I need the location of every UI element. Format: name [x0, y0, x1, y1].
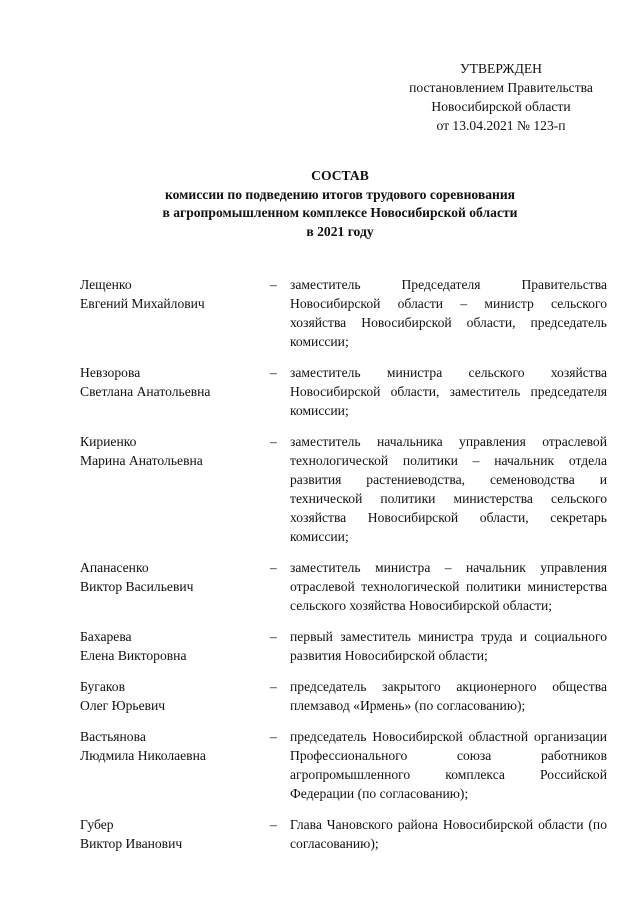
- member-role: заместитель министра сельского хозяйства Новосибирской области, заместитель председателя комиссии;: [290, 365, 607, 418]
- approval-date-number: от 13.04.2021 № 123-п: [436, 118, 566, 133]
- dash-separator: –: [270, 434, 277, 449]
- member-given-names: Светлана Анатольевна: [80, 384, 211, 399]
- member-role: Глава Чановского района Новосибирской области (по согласованию);: [290, 817, 607, 851]
- member-given-names: Виктор Васильевич: [80, 579, 194, 594]
- title-line: в 2021 году: [306, 223, 374, 239]
- member-surname: Апанасенко: [80, 560, 149, 575]
- dash-separator: –: [270, 277, 277, 292]
- member-name: [80, 727, 260, 765]
- title-line: комиссии по подведению итогов трудового соревнования: [164, 186, 516, 202]
- dash-separator: –: [270, 560, 277, 575]
- member-name: [80, 677, 260, 715]
- member-surname: Лещенко: [80, 277, 132, 292]
- member-given-names: Марина Анатольевна: [80, 453, 203, 468]
- member-row: [0, 627, 640, 665]
- title-heading: СОСТАВ: [311, 168, 369, 183]
- member-surname: Вастьянова: [80, 729, 146, 744]
- member-row: [0, 558, 640, 615]
- member-row: [0, 727, 640, 803]
- member-name: [80, 815, 260, 853]
- approval-block: [390, 59, 612, 135]
- member-name: [80, 627, 260, 665]
- member-role: заместитель начальника управления отраслевой технологической политики – начальник отдела развития растениеводства, семеноводства и технической политики министерства сельского хозяйства Новосибирской области, секретарь комиссии;: [290, 434, 607, 544]
- dash-separator: –: [270, 679, 277, 694]
- approval-region: Новосибирской области: [431, 99, 571, 114]
- member-row: [0, 363, 640, 420]
- member-name: [80, 558, 260, 596]
- member-role: заместитель министра – начальник управления отраслевой технологической политики министерства сельского хозяйства Новосибирской области;: [290, 560, 607, 613]
- member-given-names: Евгений Михайлович: [80, 296, 205, 311]
- member-surname: Кириенко: [80, 434, 137, 449]
- member-role: первый заместитель министра труда и социального развития Новосибирской области;: [290, 629, 607, 663]
- member-given-names: Виктор Иванович: [80, 836, 183, 851]
- approval-status: УТВЕРЖДЕН: [460, 61, 542, 76]
- member-surname: Бахарева: [80, 629, 132, 644]
- member-role: председатель Новосибирской областной организации Профессионального союза работников агропромышленного комплекса Российской Федерации (по согласованию);: [290, 729, 607, 801]
- member-given-names: Елена Викторовна: [80, 648, 187, 663]
- member-name: [80, 275, 260, 313]
- member-row: [0, 677, 640, 715]
- dash-separator: –: [270, 817, 277, 832]
- dash-separator: –: [270, 629, 277, 644]
- member-given-names: Олег Юрьевич: [80, 698, 166, 713]
- member-name: [80, 432, 260, 470]
- member-role: заместитель Председателя Правительства Новосибирской области – министр сельского хозяйства Новосибирской области, председатель комиссии;: [290, 277, 607, 349]
- member-given-names: Людмила Николаевна: [80, 748, 206, 763]
- member-surname: Невзорова: [80, 365, 141, 380]
- member-row: [0, 275, 640, 351]
- member-name: [80, 363, 260, 401]
- title-line: в агропромышленном комплексе Новосибирской области: [162, 205, 518, 220]
- member-list: [0, 275, 640, 865]
- dash-separator: –: [270, 729, 277, 744]
- member-surname: Бугаков: [80, 679, 126, 694]
- member-row: [0, 815, 640, 853]
- member-row: [0, 432, 640, 546]
- document-title: [60, 167, 620, 241]
- approval-act: постановлением Правительства: [409, 80, 593, 95]
- member-surname: Губер: [80, 817, 114, 832]
- member-role: председатель закрытого акционерного общества племзавод «Ирмень» (по согласованию);: [290, 679, 607, 713]
- dash-separator: –: [270, 365, 277, 380]
